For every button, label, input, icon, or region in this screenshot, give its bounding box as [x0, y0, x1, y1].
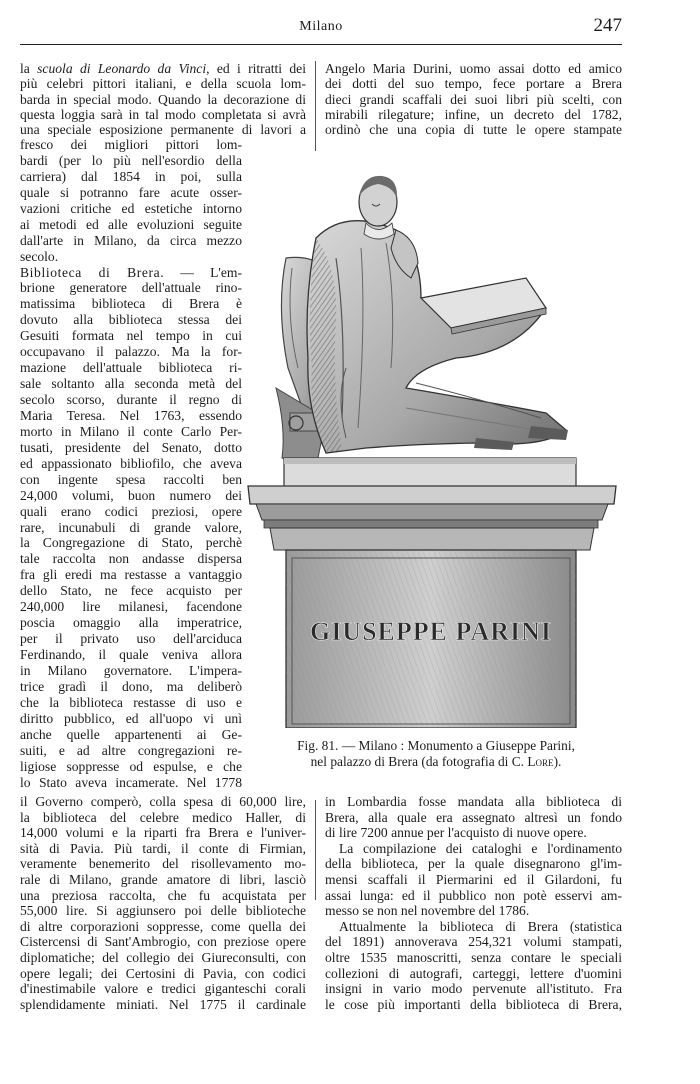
- text-line: che la biblioteca restasse di uso e: [20, 694, 242, 710]
- text-line: 24,000 volumi, buon numero dei: [20, 487, 242, 503]
- text-line: quale si potranno fare acute osser-: [20, 184, 242, 200]
- text-line: Cistercensi di Sant'Ambrogio, con preziose opere: [20, 934, 306, 950]
- text-line: Angelo Maria Durini, uomo assai dotto ed amico: [325, 61, 622, 76]
- text-line: la scuola di Leonardo da Vinci, ed i ritratti dei: [20, 61, 306, 76]
- caption-line: nel palazzo di Brera (da fotografia di C. Lore).: [310, 754, 562, 769]
- text-line: trice gradì il dono, ma deliberò: [20, 678, 242, 694]
- text-line: per il privato uso dell'arciduca: [20, 631, 242, 647]
- text-line: ligiose soppresse od espulse, e che: [20, 758, 242, 774]
- text-line: Ferdinando, il quale veniva allora: [20, 647, 242, 662]
- text-line: la Congregazione di Stato, perchè: [20, 535, 242, 551]
- text-line: mazione dell'attuale biblioteca ri-: [20, 360, 242, 376]
- text-line: anche quelle appartenenti ai Ge-: [20, 726, 242, 742]
- text-line: occupavano il palazzo. Ma la for-: [20, 344, 242, 360]
- text-line: tale raccolta non andasse dispersa: [20, 551, 242, 567]
- pedestal-cornice: [248, 486, 616, 550]
- text-line: la biblioteca del celebre medico Haller, di: [20, 809, 306, 825]
- right-column-top: [325, 61, 622, 137]
- text-line: bardi (per lo più nell'esordio della: [20, 152, 242, 168]
- left-column-top: [20, 61, 306, 137]
- running-header: [20, 15, 622, 41]
- text-line: dei dotti del suo tempo, fece portare a Brera: [325, 76, 622, 92]
- text-line: opere legali; dei Certosini di Pavia, con codici: [20, 965, 306, 981]
- text-line: con ingente spesa raccolti ben: [20, 471, 242, 487]
- left-column-bottom: [20, 794, 306, 1012]
- text-line: della biblioteca, per la quale disegnarono gl'im-: [325, 856, 622, 872]
- text-line: assai lunga: ed il pubblico non potè esservi am-: [325, 887, 622, 903]
- column-divider: [315, 800, 316, 900]
- right-column-bottom: [325, 794, 622, 1012]
- text-line: in Lombardia fosse mandata alla biblioteca di: [325, 794, 622, 809]
- text-line: oltre 1535 manoscritti, senza contare le speciali: [325, 949, 622, 965]
- text-line: di lire 7200 annue per l'acquisto di nuove opere.: [325, 825, 587, 841]
- text-line: brione generatore dell'attuale rino-: [20, 280, 242, 296]
- text-line: messo se non nel novembre del 1786.: [325, 903, 530, 919]
- text-line: il Governo comperò, colla spesa di 60,000 lire,: [20, 794, 306, 809]
- text-line: ed appassionato bibliofilo, che aveva: [20, 455, 242, 471]
- text-line: mensi scaffali il Piermarini ed il Gilardoni, fu: [325, 871, 622, 887]
- figure-caption: [250, 738, 622, 770]
- text-line: Maria Teresa. Nel 1763, essendo: [20, 407, 242, 423]
- text-line: 55,000 lire. Si aggiunsero poi delle biblioteche: [20, 903, 306, 919]
- text-line: tusati, presidente del Senato, dotto: [20, 439, 242, 455]
- page-number: 247: [593, 15, 622, 36]
- text-line: secolo.: [20, 248, 59, 264]
- text-line: veramente benemerito del risollevamento mo-: [20, 856, 306, 872]
- text-line: dieci grandi scaffali dei suoi libri più scelti, con: [325, 91, 622, 107]
- left-column-narrow: [20, 137, 242, 790]
- text-line: Gesuiti formata nel tempo in cui: [20, 328, 242, 344]
- statue-figure: [289, 176, 568, 453]
- monument-inscription: GIUSEPPE PARINI: [309, 617, 553, 646]
- text-line: poscia omaggio alla imperatrice,: [20, 615, 242, 631]
- text-line: diplomatiche; del collegio dei Giureconsulti, con: [20, 949, 306, 965]
- text-line: insigni in vario modo pervenute all'istituto. Fra: [325, 981, 622, 997]
- text-line: La compilazione dei cataloghi e l'ordinamento: [339, 840, 622, 856]
- header-rule: [20, 44, 622, 45]
- text-line: lo Stato aveva incamerate. Nel 1778: [20, 774, 242, 790]
- text-line: fresco dei migliori pittori lom-: [20, 137, 242, 152]
- running-title: Milano: [299, 19, 343, 34]
- text-line: carriera) dal 1854 in poi, sulla: [20, 168, 242, 184]
- text-line: questa loggia sarà in tal modo completata si avrà: [20, 106, 306, 122]
- text-line: le cose più importanti della biblioteca di Brera,: [325, 996, 622, 1012]
- section-heading: Biblioteca di Brera.: [20, 264, 165, 280]
- text-line: 240,000 lire milanesi, facendone: [20, 599, 242, 615]
- text-line: quali erano codici preziosi, opere: [20, 503, 242, 519]
- text-line: mirabili rilegature; infine, un decreto del 1782,: [325, 106, 622, 122]
- text-line: di altre corporazioni soppresse, come quella dei: [20, 918, 306, 934]
- text-line: sità di Pavia. Più tardi, il conte di Firmian,: [20, 840, 306, 856]
- text-line: del 1891) annoverava 254,321 volumi stampati,: [325, 934, 622, 950]
- text-line: diritto pubblico, ed all'uopo vi unì: [20, 710, 242, 726]
- text-line: secolo scorso, durante il regno di: [20, 392, 242, 407]
- photographer-name: Lore: [527, 754, 554, 769]
- text-line: morto in Milano il conte Carlo Per-: [20, 423, 242, 439]
- text-line: più celebri pittori italiani, e della scuola lom-: [20, 76, 306, 92]
- text-line: rale di Milano, grande amatore di libri, lasciò: [20, 871, 306, 887]
- text-line: matissima biblioteca di Brera è: [20, 296, 242, 312]
- section-heading-line: Biblioteca di Brera. — L'em-: [20, 264, 242, 280]
- text-line: sale soltanto alla seconda metà del: [20, 376, 242, 392]
- text-line: dovuto alla biblioteca stessa dei: [20, 312, 242, 328]
- text-line: Brera, alla quale era assegnato altresì un fondo: [325, 809, 622, 825]
- text-line: ordinò che una copia di tutte le opere stampate: [325, 122, 622, 138]
- monument-illustration: [246, 168, 620, 728]
- text-line: fra gli eredi ma restasse a vantaggio: [20, 567, 242, 583]
- text-line: in Milano governatore. L'impera-: [20, 662, 242, 678]
- text-line: dall'arte in Milano, da circa mezzo: [20, 232, 242, 248]
- text-line: ai metodi ed alle evoluzioni seguite: [20, 216, 242, 232]
- text-line: splendidamente miniati. Nel 1775 il cardinale: [20, 996, 306, 1012]
- text-line: barda in special modo. Quando la decorazione di: [20, 91, 306, 107]
- text-line: una speciale esposizione permanente di lavori a: [20, 122, 306, 138]
- text-line: vazioni critiche ed estetiche intorno: [20, 200, 242, 216]
- text-line: dello Stato, ne fece acquisto per: [20, 583, 242, 599]
- caption-line: Fig. 81. — Milano : Monumento a Giuseppe Parini,: [297, 738, 575, 753]
- text-line: suiti, e ad altre congregazioni re-: [20, 742, 242, 758]
- pedestal-body: [286, 550, 576, 728]
- text-line: Attualmente la biblioteca di Brera (statistica: [339, 918, 622, 934]
- text-line: 14,000 volumi e la riparti fra Brera e l'univer-: [20, 825, 306, 841]
- text-line: collezioni di autografi, carteggi, lettere d'uomini: [325, 965, 622, 981]
- text-line: una preziosa raccolta, che fu acquistata per: [20, 887, 306, 903]
- column-divider: [315, 61, 316, 151]
- monument-drawing: [246, 168, 620, 728]
- statue-plinth: [284, 458, 576, 490]
- text-line: rare, incunabuli di grande valore,: [20, 519, 242, 535]
- text-line: d'inestimabile valore e tredici giganteschi corali: [20, 981, 306, 997]
